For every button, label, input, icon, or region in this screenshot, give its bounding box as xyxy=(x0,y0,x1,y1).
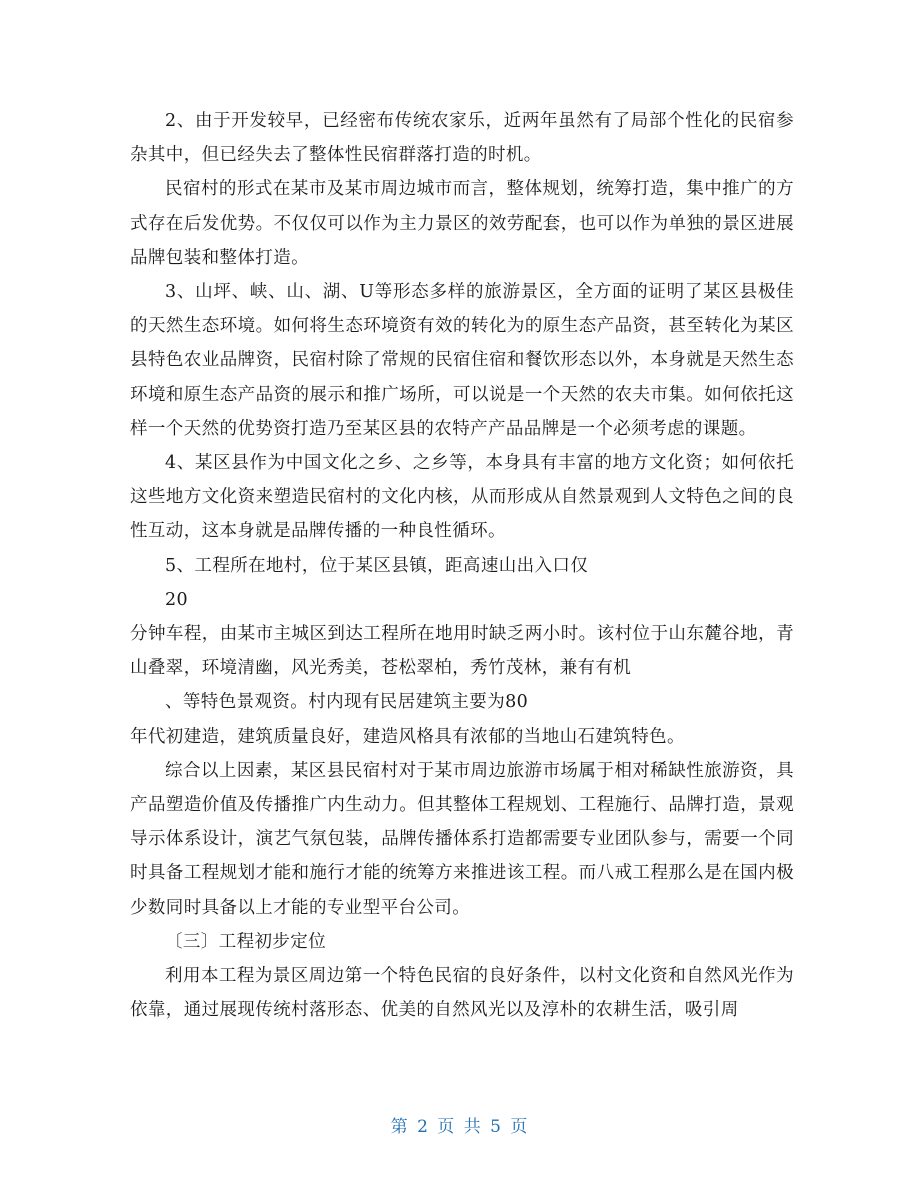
paragraph-point-2: 2、由于开发较早，已经密布传统农家乐，近两年虽然有了局部个性化的民宿参杂其中，但已经失去了整体性民宿群落打造的时机。 xyxy=(130,111,794,166)
paragraph-point-5-start: 5、工程所在地村，位于某区县镇，距高速山出入口仅 xyxy=(165,555,589,576)
paragraph-point-5-landscape: 、等特色景观资。村内现有民居建筑主要为80 xyxy=(165,692,529,713)
section-heading-positioning: 〔三〕工程初步定位 xyxy=(165,931,327,952)
document-body xyxy=(130,104,794,1027)
paragraph-point-5-continued: 分钟车程，由某市主城区到达工程所在地用时缺乏两小时。该村位于山东麓谷地，青山叠翠，环境清幽，风光秀美，苍松翠柏，秀竹茂林，兼有有机 xyxy=(130,624,794,679)
paragraph-summary: 综合以上因素，某区县民宿村对于某市周边旅游市场属于相对稀缺性旅游资，具产品塑造价值及传播推广内生动力。但其整体工程规划、工程施行、品牌打造，景观导示体系设计，演艺气氛包装，品牌传播体系打造都需要专业团队参与，需要一个同时具备工程规划才能和施行才能的统筹方来推进该工程。而八戒工程那么是在国内极少数同时具备以上才能的专业型平台公司。 xyxy=(130,760,794,918)
paragraph-point-5-number: 20 xyxy=(165,589,189,610)
paragraph-point-4: 4、某区县作为中国文化之乡、之乡等，本身具有丰富的地方文化资；如何依托这些地方文化资来塑造民宿村的文化内核，从而形成从自然景观到人文特色之间的良性互动，这本身就是品牌传播的一种良性循环。 xyxy=(130,453,794,542)
paragraph-homestay-advantage: 民宿村的形式在某市及某市周边城市而言，整体规划，统筹打造，集中推广的方式存在后发优势。不仅仅可以作为主力景区的效劳配套，也可以作为单独的景区进展品牌包装和整体打造。 xyxy=(130,179,794,268)
paragraph-point-3: 3、山坪、峡、山、湖、U等形态多样的旅游景区，全方面的证明了某区县极佳的天然生态环境。如何将生态环境资有效的转化为的原生态产品资，甚至转化为某区县特色农业品牌资，民宿村除了常规的民宿住宿和餐饮形态以外，本身就是天然生态环境和原生态产品资的展示和推广场所，可以说是一个天然的农夫市集。如何依托这样一个天然的优势资打造乃至某区县的农特产产品品牌是一个必须考虑的课题。 xyxy=(130,282,794,439)
paragraph-point-5-buildings: 年代初建造，建筑质量良好，建造风格具有浓郁的当地山石建筑特色。 xyxy=(130,726,685,747)
paragraph-positioning: 利用本工程为景区周边第一个特色民宿的良好条件，以村文化资和自然风光作为依靠，通过展现传统村落形态、优美的自然风光以及淳朴的农耕生活，吸引周 xyxy=(130,966,794,1021)
page-number-footer: 第 2 页 共 5 页 xyxy=(390,1117,530,1137)
